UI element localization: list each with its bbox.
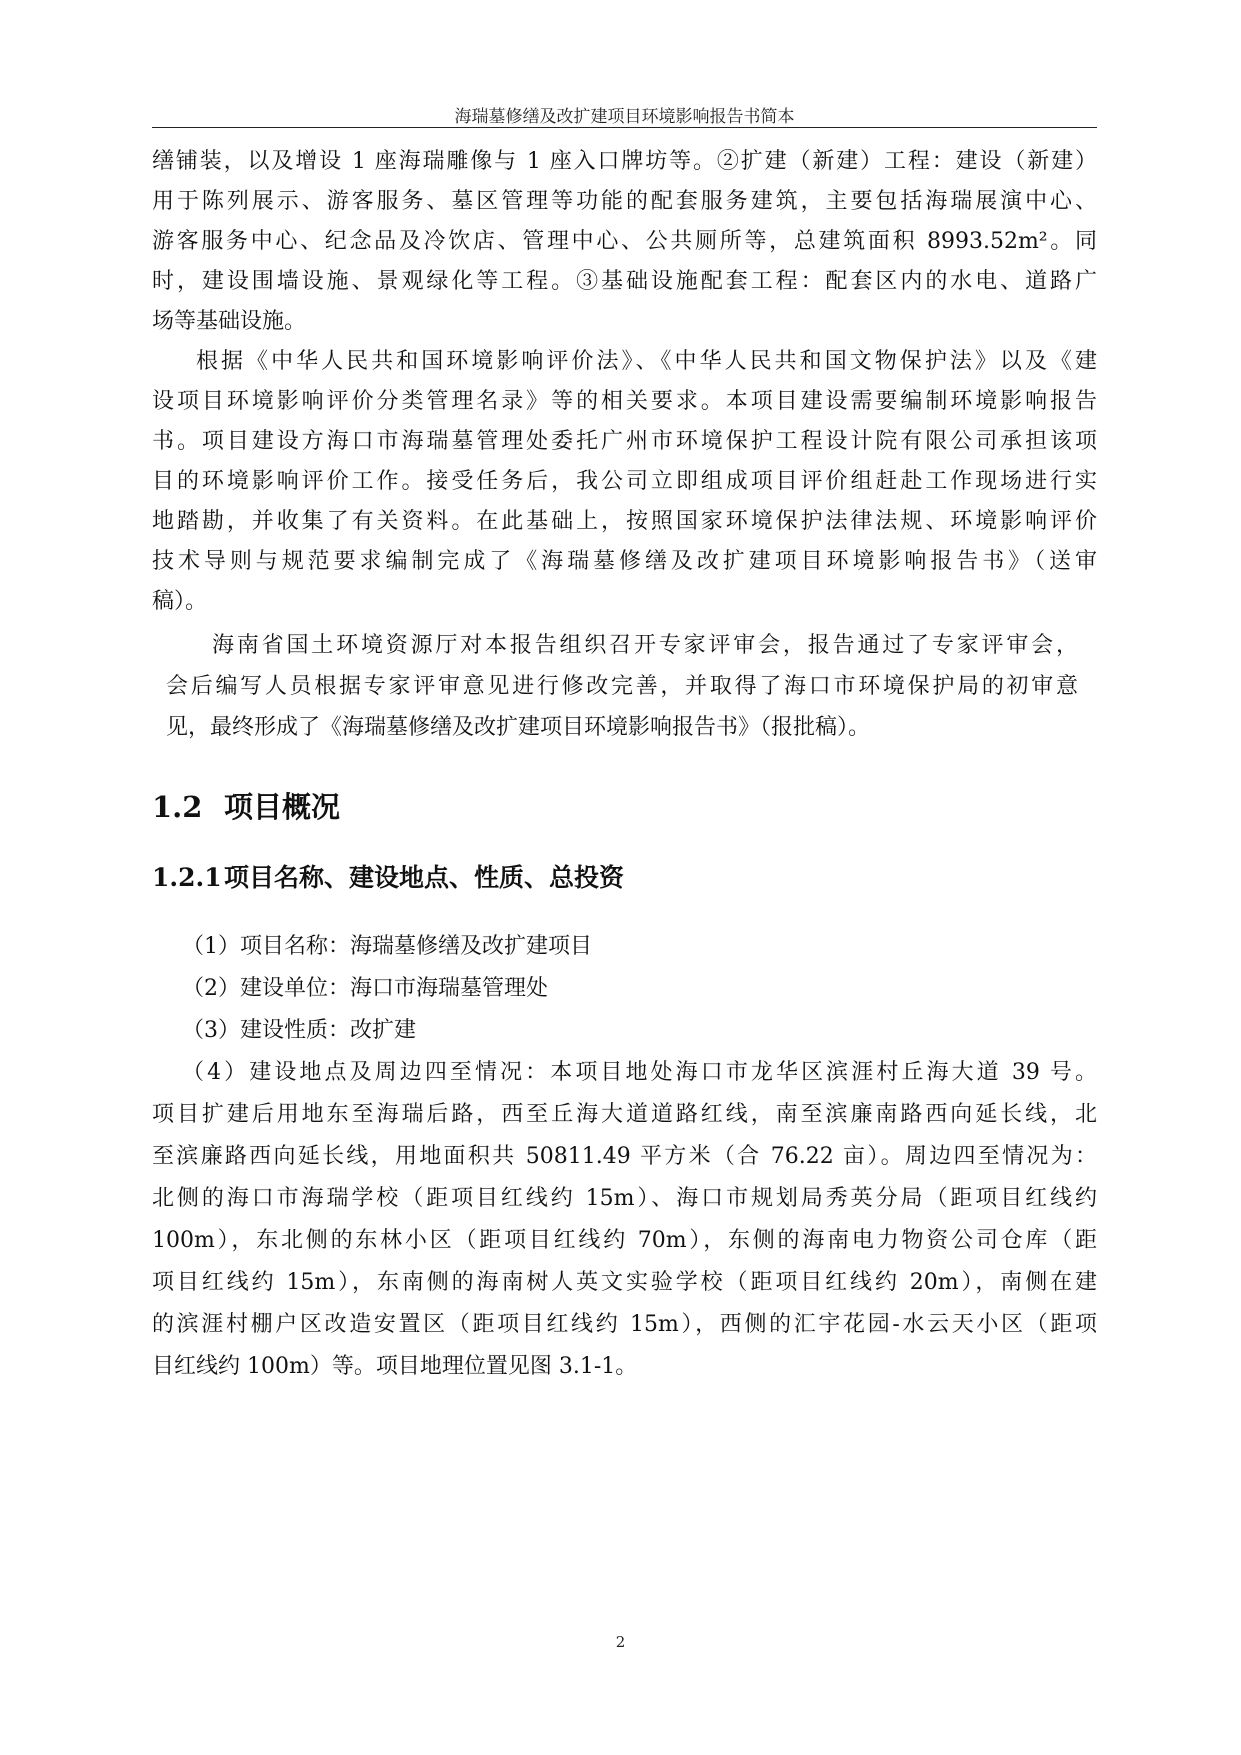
paragraph-1-line: 时，建设围墙设施、景观绿化等工程。③基础设施配套工程：配套区内的水电、道路广: [152, 269, 1097, 294]
section-number: 1.2: [152, 790, 203, 824]
paragraph-1-line: 用于陈列展示、游客服务、墓区管理等功能的配套服务建筑，主要包括海瑞展演中心、: [152, 189, 1097, 214]
paragraph-4-line: 的滨涯村棚户区改造安置区（距项目红线约 15m），西侧的汇宇花园-水云天小区（距项: [152, 1312, 1097, 1337]
section-number: 1.2.1: [152, 863, 222, 892]
paragraph-2-line: 书。项目建设方海口市海瑞墓管理处委托广州市环境保护工程设计院有限公司承担该项: [152, 429, 1097, 454]
paragraph-1-line: 场等基础设施。: [152, 309, 307, 334]
paragraph-3-line: 海南省国土环境资源厅对本报告组织召开专家评审会，报告通过了专家评审会，: [212, 633, 1078, 658]
paragraph-4-line: 至滨廉路西向延长线，用地面积共 50811.49 平方米（合 76.22 亩）。周边四至情况为：: [152, 1144, 1097, 1169]
paragraph-4-line: 北侧的海口市海瑞学校（距项目红线约 15m）、海口市规划局秀英分局（距项目红线约: [152, 1186, 1097, 1211]
paragraph-3-line: 见，最终形成了《海瑞墓修缮及改扩建项目环境影响报告书》（报批稿）。: [166, 715, 871, 740]
header-title: 海瑞墓修缮及改扩建项目环境影响报告书简本: [454, 107, 795, 127]
header-divider: [152, 127, 1097, 128]
paragraph-4-line: 项目红线约 15m），东南侧的海南树人英文实验学校（距项目红线约 20m），南侧在建: [152, 1270, 1097, 1295]
paragraph-2-line: 目的环境影响评价工作。接受任务后，我公司立即组成项目评价组赶赴工作现场进行实: [152, 469, 1097, 494]
paragraph-2-line: 技术导则与规范要求编制完成了《海瑞墓修缮及改扩建项目环境影响报告书》（送审: [152, 549, 1097, 574]
list-item: （3）建设性质：改扩建: [182, 1018, 416, 1043]
paragraph-4-line: 100m），东北侧的东林小区（距项目红线约 70m），东侧的海南电力物资公司仓库（距: [152, 1228, 1097, 1253]
section-heading-1-2: [152, 785, 340, 826]
paragraph-4-line: （4）建设地点及周边四至情况：本项目地处海口市龙华区滨涯村丘海大道 39 号。: [182, 1060, 1097, 1085]
paragraph-1-line: 游客服务中心、纪念品及冷饮店、管理中心、公共厕所等，总建筑面积 8993.52m²。同: [152, 229, 1097, 254]
paragraph-2-line: 根据《中华人民共和国环境影响评价法》、《中华人民共和国文物保护法》以及《建: [196, 349, 1097, 374]
list-item: （2）建设单位：海口市海瑞墓管理处: [182, 976, 548, 1001]
paragraph-4-line: 目红线约 100m）等。项目地理位置见图 3.1-1。: [152, 1354, 638, 1379]
paragraph-2-line: 设项目环境影响评价分类管理名录》等的相关要求。本项目建设需要编制环境影响报告: [152, 389, 1097, 414]
paragraph-4-line: 项目扩建后用地东至海瑞后路，西至丘海大道道路红线，南至滨廉南路西向延长线，北: [152, 1102, 1097, 1127]
section-title: 项目名称、建设地点、性质、总投资: [224, 863, 625, 892]
paragraph-2-line: 稿）。: [152, 589, 208, 614]
section-title: 项目概况: [224, 790, 341, 824]
paragraph-3-line: 会后编写人员根据专家评审意见进行修改完善，并取得了海口市环境保护局的初审意: [166, 674, 1078, 699]
paragraph-2-line: 地踏勘，并收集了有关资料。在此基础上，按照国家环境保护法律法规、环境影响评价: [152, 509, 1097, 534]
list-item: （1）项目名称：海瑞墓修缮及改扩建项目: [182, 934, 592, 959]
page-number: 2: [615, 1633, 626, 1651]
paragraph-1-line: 缮铺装，以及增设 1 座海瑞雕像与 1 座入口牌坊等。②扩建（新建）工程：建设（新建）: [152, 149, 1097, 174]
section-heading-1-2-1: [152, 858, 624, 894]
